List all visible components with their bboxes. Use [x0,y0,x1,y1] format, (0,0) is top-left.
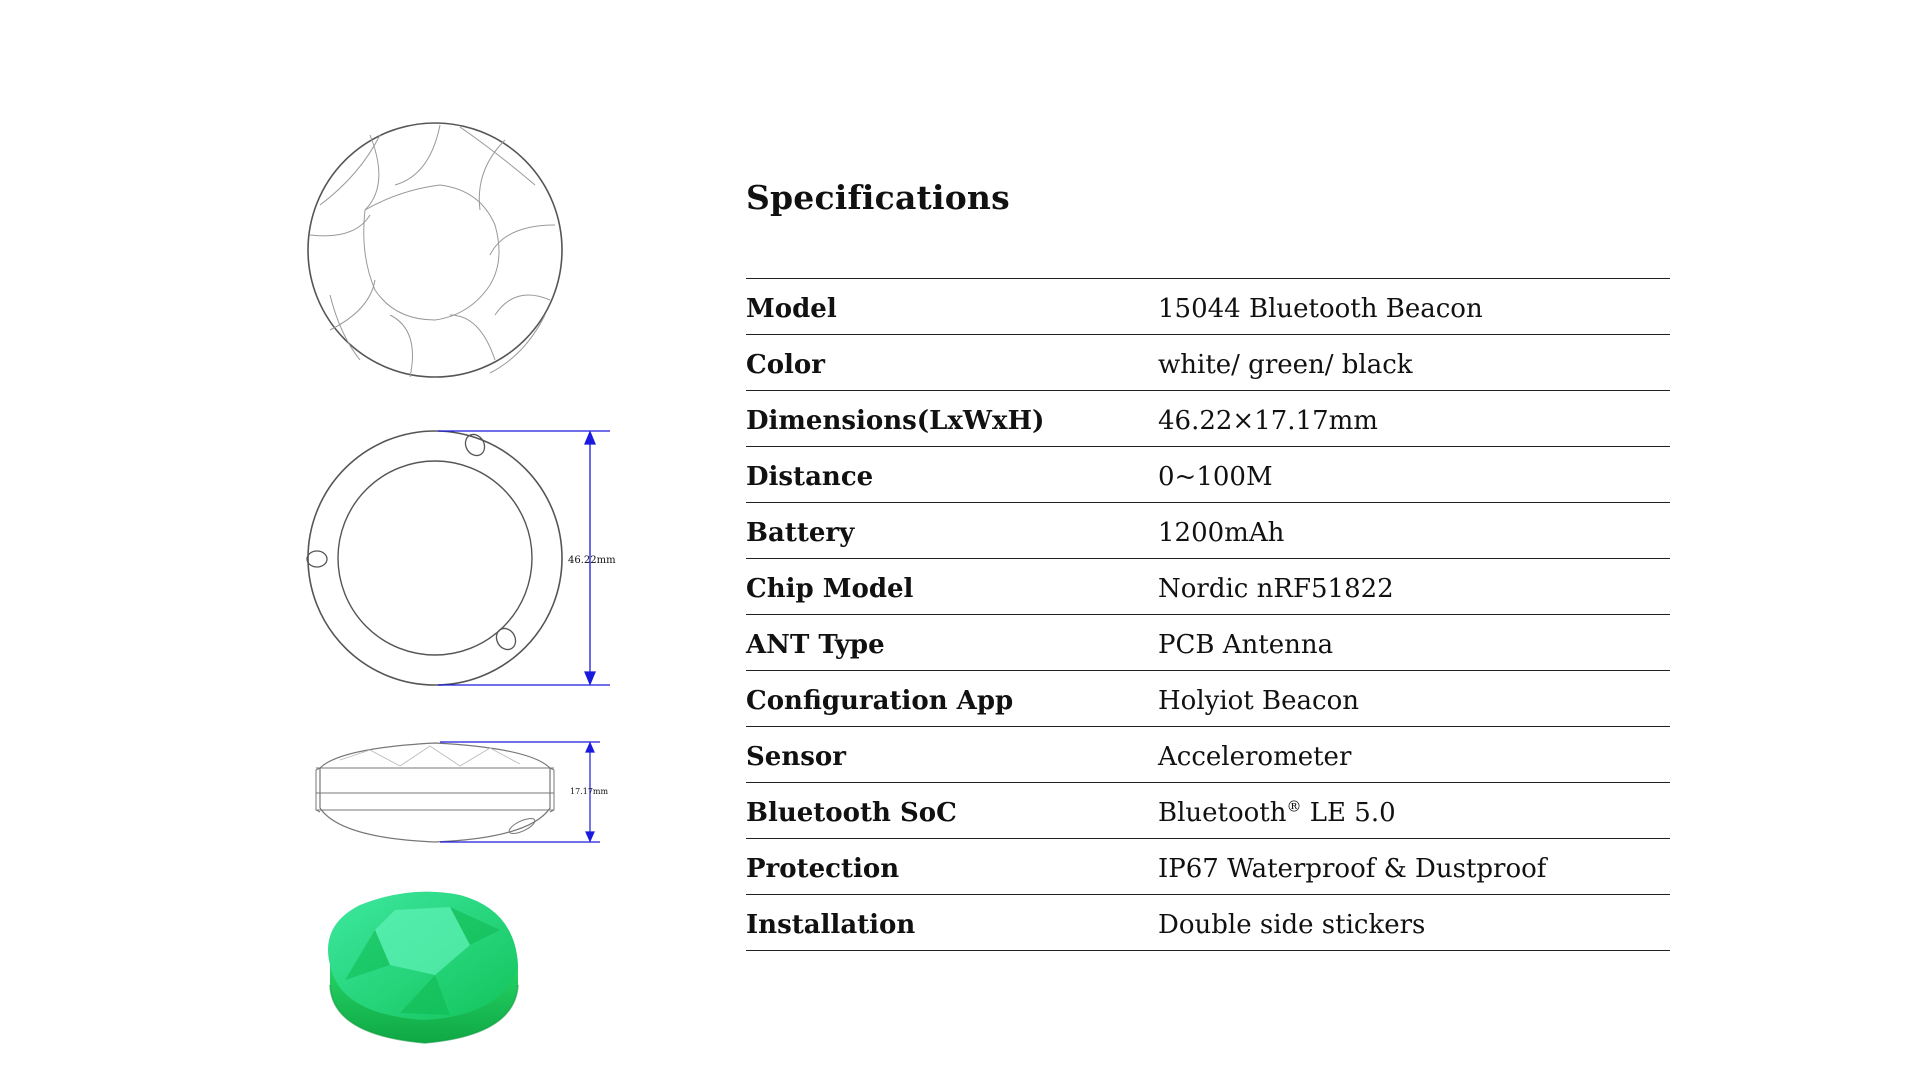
spec-value: Nordic nRF51822 [1158,573,1394,604]
spec-row-bluetooth-soc [746,783,1670,839]
spec-value-suffix: LE 5.0 [1301,797,1396,828]
spec-label: Color [746,349,825,380]
spec-row-chip-model [746,559,1670,615]
top-view-drawing [300,115,570,385]
spec-label: Model [746,293,837,324]
spec-row-ant-type [746,615,1670,671]
spec-label: Distance [746,461,874,492]
spec-row-distance [746,447,1670,503]
spec-label: Sensor [746,741,846,772]
spec-row-configuration-app [746,671,1670,727]
spec-value: IP67 Waterproof & Dustproof [1158,853,1547,884]
spec-value [1158,794,1396,828]
bottom-view-drawing [300,423,620,693]
spec-label: Configuration App [746,685,1014,716]
spec-value: PCB Antenna [1158,629,1334,660]
spec-label: Protection [746,853,900,884]
side-view-drawing [300,738,620,848]
height-dimension-label: 17.17mm [570,787,609,796]
page-title: Specifications [746,178,1010,217]
spec-label: Chip Model [746,573,914,604]
spec-row-battery [746,503,1670,559]
spec-label: ANT Type [746,629,885,660]
spec-value: Accelerometer [1158,741,1352,772]
spec-row-dimensions [746,391,1670,447]
spec-value: Holyiot Beacon [1158,685,1359,716]
spec-value: 15044 Bluetooth Beacon [1158,293,1483,324]
registered-mark: ® [1286,796,1302,815]
spec-row-model [746,279,1670,335]
product-drawings [300,115,630,1065]
specifications-table [746,278,1670,951]
spec-row-color [746,335,1670,391]
spec-label: Installation [746,909,916,940]
spec-label: Bluetooth SoC [746,797,957,828]
spec-label: Dimensions(LxWxH) [746,405,1045,436]
width-dimension-label: 46.22mm [568,555,616,566]
spec-value: white/ green/ black [1158,349,1413,380]
spec-value: 46.22×17.17mm [1158,405,1378,436]
spec-row-installation [746,895,1670,951]
spec-value: Double side stickers [1158,909,1426,940]
spec-row-protection [746,839,1670,895]
spec-value: 1200mAh [1158,517,1285,548]
spec-value: 0~100M [1158,461,1273,492]
spec-label: Battery [746,517,855,548]
spec-value-main: Bluetooth [1158,797,1287,828]
green-beacon-image [300,885,540,1055]
spec-row-sensor [746,727,1670,783]
